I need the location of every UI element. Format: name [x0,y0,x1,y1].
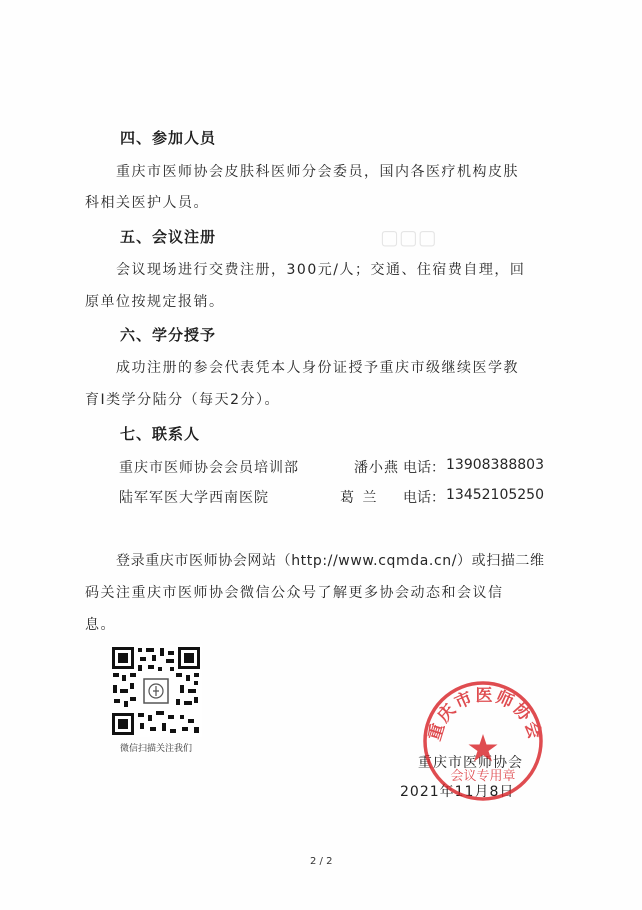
official-seal [418,676,548,806]
section-credits-line-1: 成功注册的参会代表凭本人身份证授予重庆市级继续医学教 [116,360,519,376]
section-heading-registration: 五、会议注册 [120,228,217,246]
wechat-qr-code[interactable] [110,645,202,737]
qr-caption: 微信扫描关注我们 [119,744,192,754]
signature-organization: 重庆市医师协会 [418,755,523,771]
reverse-side-bleed: ▢▢▢ [380,225,437,249]
section-attendees-line-2: 科相关医护人员。 [85,195,209,211]
section-attendees-line-1: 重庆市医师协会皮肤科医师分会委员，国内各医疗机构皮肤 [116,164,519,180]
contact-org: 陆军军医大学西南医院 [119,490,269,506]
signature-date: 2021年11月8日 [400,784,515,800]
notice-line-3: 息。 [85,617,116,633]
contact-phone: 13908388803 [446,457,544,473]
contact-name: 葛 兰 [340,490,379,506]
seal-top-text: 重庆市医师协会 [424,686,546,744]
notice-line-2: 码关注重庆市医师协会微信公众号了解更多协会动态和会议信 [85,585,504,601]
contact-phone-label: 电话： [403,460,445,476]
section-credits-line-2: 育Ⅰ类学分陆分（每天2分）。 [85,392,281,408]
qr-code-icon [110,645,202,737]
section-heading-attendees: 四、参加人员 [120,129,217,147]
notice-line-1: 登录重庆市医师协会网站（http://www.cqmda.cn/）或扫描二维 [116,553,545,569]
page-number: 2 / 2 [310,856,333,867]
contact-name: 潘小燕 [354,460,399,476]
contact-phone-label: 电话： [403,490,445,506]
seal-star-icon [469,734,498,762]
section-heading-contacts: 七、联系人 [120,425,201,443]
section-registration-line-2: 原单位按规定报销。 [85,294,225,310]
contact-phone: 13452105250 [446,487,544,503]
contact-org: 重庆市医师协会会员培训部 [119,460,299,476]
seal-bottom-text: 会议专用章 [450,769,516,784]
section-registration-line-1: 会议现场进行交费注册，300元/人；交通、住宿费自理，回 [116,262,526,278]
section-heading-credits: 六、学分授予 [120,326,217,344]
